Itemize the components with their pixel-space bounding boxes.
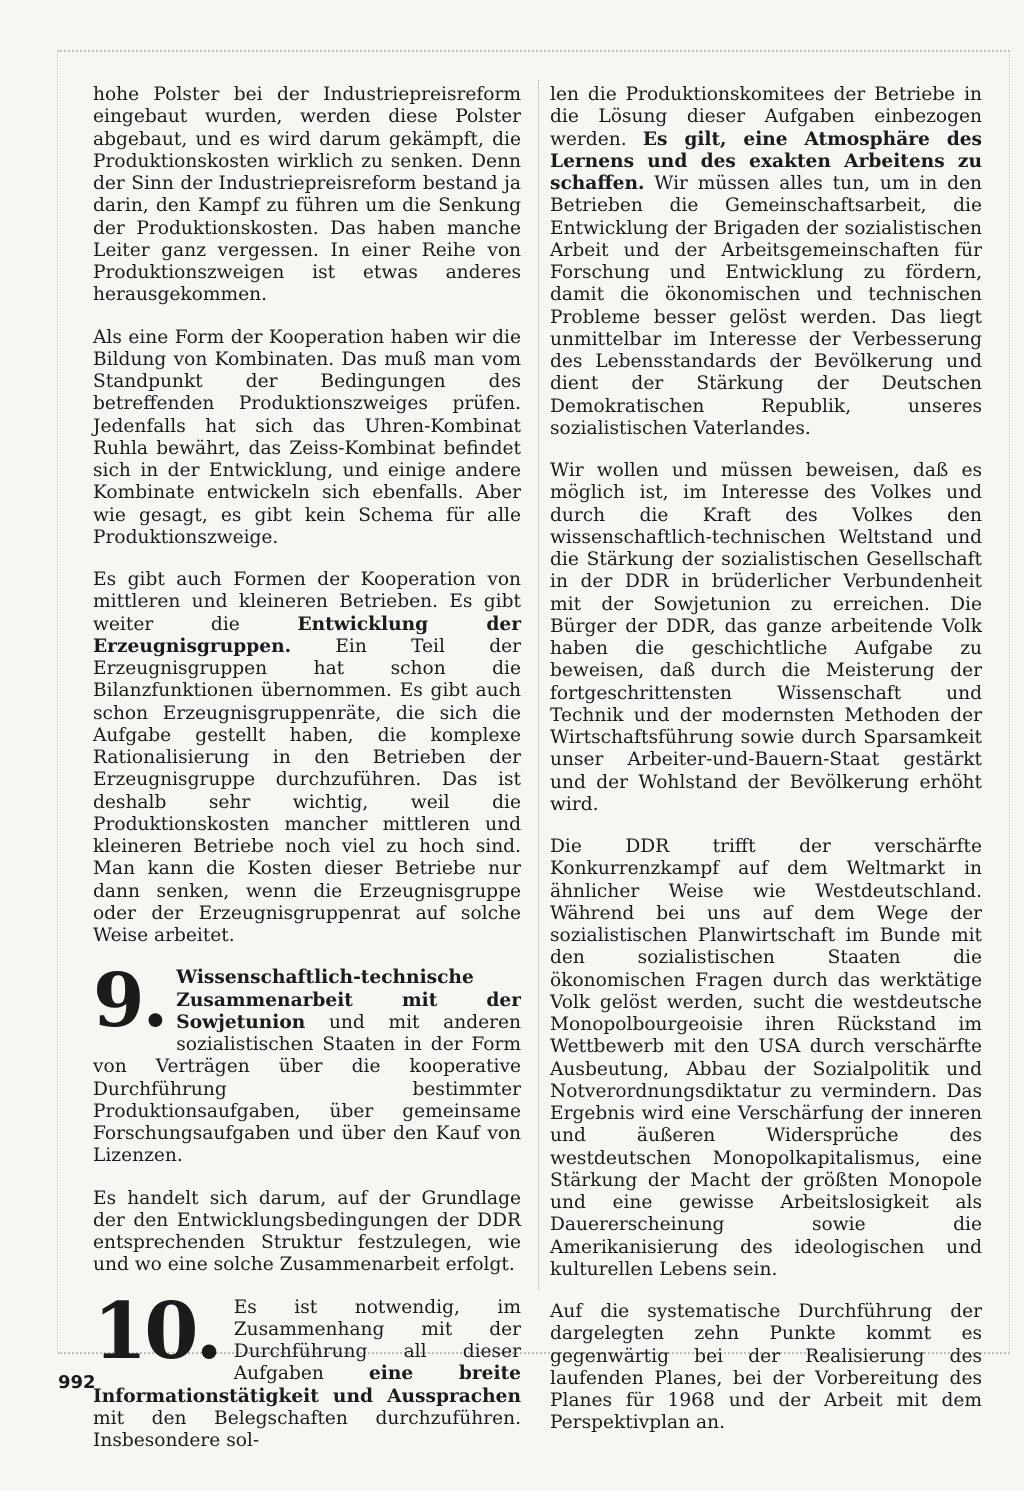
point-number: 10.	[93, 1296, 220, 1377]
numbered-point-9	[93, 967, 521, 1167]
paragraph	[550, 84, 982, 440]
paragraph: Auf die systematische Durchführung der dargelegten zehn Punkte kommt es gegenwärtig bei der Realisierung des laufenden Planes, bei der Vorbereitung des Planes für 1968 und der Arbeit mit dem Perspektivplan an.	[550, 1301, 982, 1434]
column-divider	[538, 80, 539, 1290]
point-number: 9.	[93, 967, 167, 1045]
paragraph	[93, 569, 521, 947]
paragraph: Als eine Form der Kooperation haben wir die Bildung von Kombinaten. Das muß man vom Standpunkt der Bedingungen des betreffenden Produktionszweiges prüfen. Jedenfalls hat sich das Uhren-Kombinat Ruhla bewährt, das Zeiss-Kombinat befindet sich in der Entwicklung, und einige andere Kombinate entwickeln sich ebenfalls. Aber wie gesagt, es gibt kein Schema für alle Produktionszweige.	[93, 326, 521, 548]
text: Es gibt auch Formen der Kooperation von mittleren und kleineren Betrieben. Es gibt weiter die	[93, 569, 521, 635]
text: Es ist notwendig, im Zusammenhang mit der Durchführung all dieser Aufgaben	[233, 1296, 521, 1385]
page-number: 992	[58, 1372, 96, 1393]
right-column	[550, 84, 982, 1455]
text: Ein Teil der Erzeugnisgruppen hat schon die Bilanzfunktionen übernommen. Es gibt auch schon Erzeugnisgruppenräte, die sich die Aufgabe gestellt haben, die komplexe Rationalisierung in den Betrieben der Erzeugnisgruppe durchzuführen. Das ist deshalb sehr wichtig, weil die Produktionskosten mancher mittleren und kleineren Betriebe noch viel zu hoch sind. Man kann die Kosten dieser Betriebe nur dann senken, wenn die Erzeugnisgruppe oder der Erzeugnisgruppenrat auf solche Weise arbeitet.	[93, 635, 521, 946]
text: Wir müssen alles tun, um in den Betrieben die Gemeinschaftsarbeit, die Entwicklung der Brigaden der sozialistischen Arbeit und der Arbeitsgemeinschaften für Forschung und Entwicklung zu fördern, damit die ökonomischen und technischen Probleme besser gelöst werden. Das liegt unmittelbar im Interesse der Verbesserung des Lebensstandards der Bevölkerung und dient der Stärkung der Deutschen Demokratischen Republik, unseres sozialistischen Vaterlandes.	[550, 173, 982, 439]
paragraph: Es handelt sich darum, auf der Grundlage der den Entwicklungsbedingungen der DDR entsprechenden Struktur festzulegen, wie und wo eine solche Zusammenarbeit erfolgt.	[93, 1187, 521, 1276]
numbered-point-10	[93, 1297, 521, 1453]
paragraph: hohe Polster bei der Industriepreisreform eingebaut wurden, werden diese Polster abgebaut, und es wird darum gekämpft, die Produktionskosten wirklich zu senken. Denn der Sinn der Industriepreisreform bestand ja darin, den Kampf zu führen um die Senkung der Produktionskosten. Das haben manche Leiter ganz vergessen. In einer Reihe von Produktionszweigen ist etwas anderes herausgekommen.	[93, 84, 521, 306]
text: len die Produktionskomitees der Betriebe in die Lösung dieser Aufgaben einbezogen werden.	[550, 84, 982, 150]
bold-text: eine breite Informationstätigkeit und Aussprachen	[93, 1363, 521, 1407]
paragraph: Die DDR trifft der verschärfte Konkurrenzkampf auf dem Weltmarkt in ähnlicher Weise wie Westdeutschland. Während bei uns auf dem Wege der sozialistischen Planwirtschaft im Bunde mit den sozialistischen Staaten die ökonomischen Fragen durch das werktätige Volk gelöst werden, sucht die westdeutsche Monopolbourgeoisie ihren Rückstand im Wettbewerb mit den USA durch verschärfte Ausbeutung, Abbau der Sozialpolitik und Notverordnungsdiktatur zu vermindern. Das Ergebnis wird eine Verschärfung der inneren und äußeren Widersprüche des westdeutschen Monopolkapitalismus, eine Stärkung der Macht der größten Monopole und eine gewisse Arbeitslosigkeit als Dauererscheinung sowie die Amerikanisierung des ideologischen und kulturellen Lebens sein.	[550, 836, 982, 1280]
left-column	[93, 84, 521, 1472]
text: und mit anderen sozialistischen Staaten in der Form von Verträgen über die kooperative Durchführung bestimmter Produktionsaufgaben, über gemeinsame Forschungsaufgaben und über den Kauf von Lizenzen.	[93, 1011, 521, 1167]
bold-text: Entwicklung der Erzeugnisgruppen.	[93, 613, 522, 657]
paragraph: Wir wollen und müssen beweisen, daß es möglich ist, im Interesse des Volkes und durch die Kraft des Volkes den wissenschaftlich-technischen Weltstand und die Stärkung der sozialistischen Gesellschaft in der DDR in brüderlicher Verbundenheit mit der Sowjetunion zu erreichen. Die Bürger der DDR, das ganze arbeitende Volk haben die geschichtliche Aufgabe zu beweisen, daß durch die Meisterung der fortgeschrittensten Wissenschaft und Technik und der modernsten Methoden der Wirtschaftsführung sowie durch Sparsamkeit unser Arbeiter-und-Bauern-Staat gestärkt und der Wohlstand der Bevölkerung erhöht wird.	[550, 460, 982, 815]
text: mit den Belegschaften durchzuführen. Insbesondere sol-	[93, 1407, 521, 1451]
bold-text: Wissenschaftlich-technische Zusammenarbeit mit der Sowjetunion	[176, 967, 521, 1033]
bold-text: Es gilt, eine Atmosphäre des Lernens und des exakten Arbeitens zu schaffen.	[550, 128, 982, 194]
